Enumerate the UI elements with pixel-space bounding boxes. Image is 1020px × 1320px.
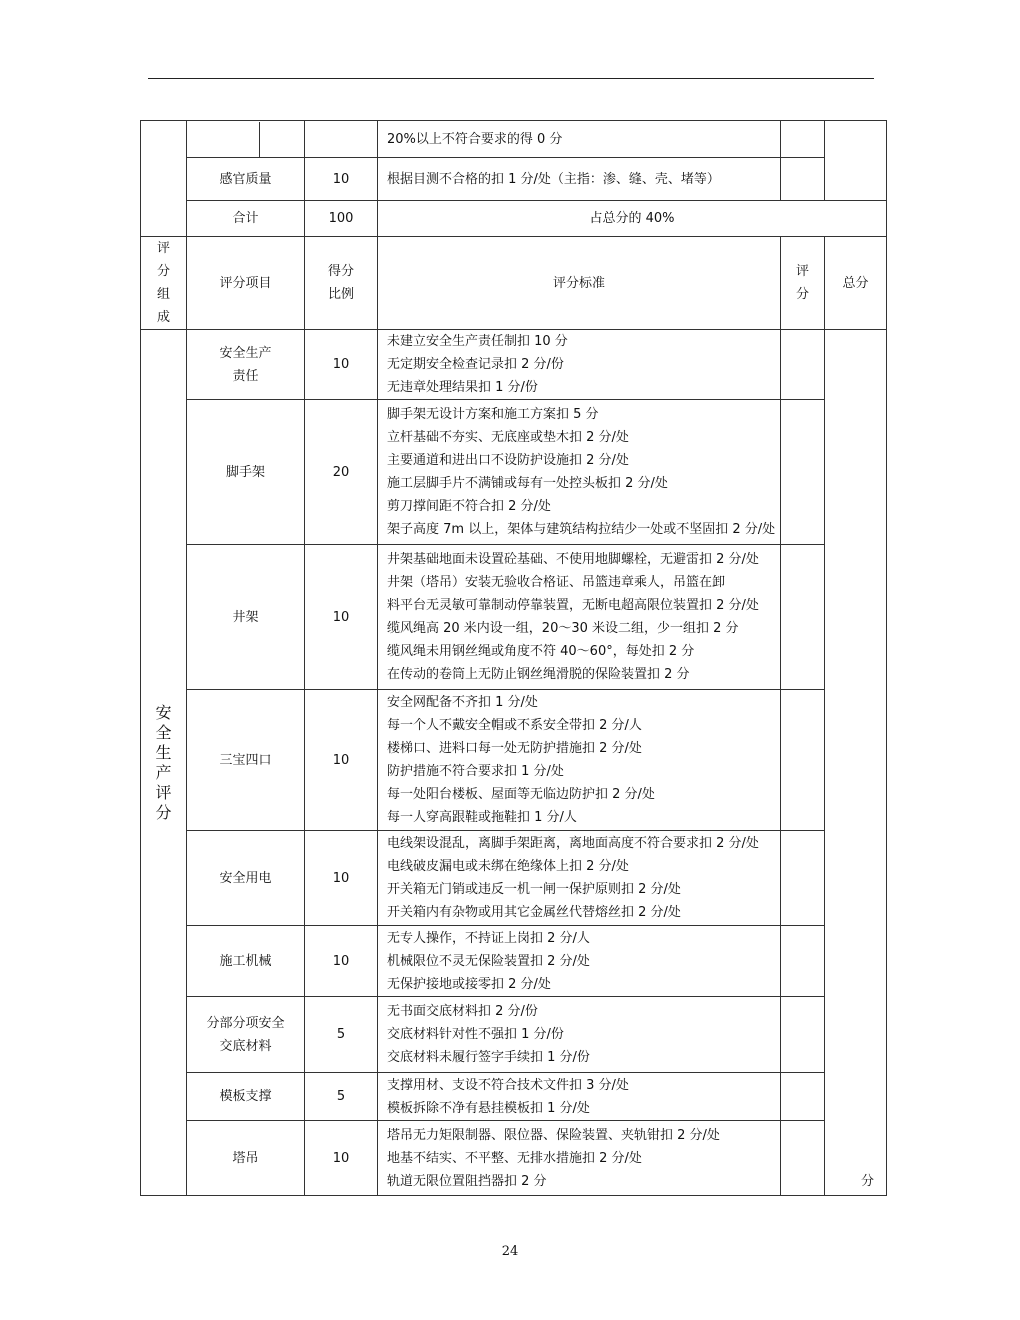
safety-row (141, 1073, 887, 1121)
criteria-line: 无定期安全检查记录扣 2 分/份 (387, 357, 564, 372)
item-cell: 施工机械 (187, 926, 305, 997)
criteria-line: 料平台无灵敏可靠制动停靠装置，无断电超高限位装置扣 2 分/处 (387, 598, 759, 613)
criteria-line: 主要通道和进出口不设防护设施扣 2 分/处 (387, 453, 629, 468)
ratio-cell: 20 (305, 400, 378, 545)
group-cell-quality (141, 121, 187, 237)
criteria-line: 开关箱无门销或违反一机一闸一保护原则扣 2 分/处 (387, 882, 681, 897)
criteria-cell (378, 1121, 781, 1196)
criteria-line: 每一人穿高跟鞋或拖鞋扣 1 分/人 (387, 810, 577, 825)
item-cell: 感官质量 (187, 158, 305, 201)
safety-row (141, 1121, 887, 1196)
grade-cell (781, 1121, 825, 1196)
criteria-line: 机械限位不灵无保险装置扣 2 分/处 (387, 953, 590, 969)
criteria-cell (378, 545, 781, 690)
criteria-cell (378, 926, 781, 997)
criteria-line: 井架（塔吊）安装无验收合格证、吊篮违章乘人，吊篮在卸 (387, 575, 726, 590)
criteria-line: 无保护接地或接零扣 2 分/处 (387, 976, 551, 992)
safety-row (141, 690, 887, 831)
criteria-line: 电线破皮漏电或未绑在绝缘体上扣 2 分/处 (387, 859, 629, 874)
criteria-line: 在传动的卷筒上无防止钢丝绳滑脱的保险装置扣 2 分 (387, 667, 690, 682)
criteria-cell (378, 997, 781, 1073)
page-number: 24 (501, 1244, 519, 1259)
criteria-line: 塔吊无力矩限制器、限位器、保险装置、夹轨钳扣 2 分/处 (387, 1127, 720, 1143)
ratio-cell: 10 (305, 1121, 378, 1196)
item-cell: 脚手架 (187, 400, 305, 545)
criteria-cell: 根据目测不合格的扣 1 分/处（主指：渗、缝、壳、堵等） (378, 158, 781, 201)
criteria-line: 防护措施不符合要求扣 1 分/处 (387, 764, 564, 779)
safety-row (141, 330, 887, 400)
criteria-cell: 20%以上不符合要求的得 0 分 (378, 121, 781, 158)
item-cell: 安全生产 责任 (187, 330, 305, 400)
criteria-line: 轨道无限位置阻挡器扣 2 分 (387, 1173, 547, 1189)
criteria-line: 每一个人不戴安全帽或不系安全带扣 2 分/人 (387, 718, 642, 733)
ratio-cell: 10 (305, 926, 378, 997)
grade-cell (781, 690, 825, 831)
scoring-table (140, 120, 887, 1196)
item-cell: 三宝四口 (187, 690, 305, 831)
item-cell: 合计 (187, 201, 305, 237)
safety-row (141, 997, 887, 1073)
continuation-row (141, 121, 887, 158)
criteria-line: 立杆基础不夯实、无底座或垫木扣 2 分/处 (387, 430, 629, 445)
grade-cell (781, 158, 825, 201)
criteria-line: 施工层脚手片不满铺或每有一处控头板扣 2 分/处 (387, 476, 668, 491)
criteria-line: 模板拆除不净有悬挂模板扣 1 分/处 (387, 1100, 590, 1116)
criteria-line: 开关箱内有杂物或用其它金属丝代替熔丝扣 2 分/处 (387, 905, 681, 920)
score-cell (305, 121, 378, 158)
item-cell: 分部分项安全 交底材料 (187, 997, 305, 1073)
item-cell-split (187, 121, 305, 158)
header-row (141, 237, 887, 330)
safety-row (141, 926, 887, 997)
criteria-line: 井架基础地面未设置砼基础、不使用地脚螺栓，无避雷扣 2 分/处 (387, 552, 759, 567)
grade-cell (781, 121, 825, 158)
criteria-line: 安全网配备不齐扣 1 分/处 (387, 695, 538, 710)
ratio-cell: 10 (305, 831, 378, 926)
grade-cell (781, 400, 825, 545)
ratio-cell: 10 (305, 545, 378, 690)
header-rule (148, 78, 874, 79)
criteria-line: 缆风绳未用钢丝绳或角度不符 40～60°，每处扣 2 分 (387, 644, 695, 659)
total-cell-safety (825, 330, 887, 1196)
grade-cell (781, 926, 825, 997)
header-total: 总分 (825, 237, 887, 330)
safety-row (141, 545, 887, 690)
criteria-line: 未建立安全生产责任制扣 10 分 (387, 334, 568, 349)
criteria-cell (378, 831, 781, 926)
ratio-cell: 5 (305, 1073, 378, 1121)
total-cell-quality (825, 121, 887, 201)
grade-cell (781, 330, 825, 400)
criteria-cell (378, 1073, 781, 1121)
criteria-line: 电线架设混乱，离脚手架距离，离地面高度不符合要求扣 2 分/处 (387, 836, 759, 851)
safety-row (141, 831, 887, 926)
item-cell: 模板支撑 (187, 1073, 305, 1121)
header-ratio: 得分 比例 (305, 237, 378, 330)
item-cell: 安全用电 (187, 831, 305, 926)
header-score: 评 分 (781, 237, 825, 330)
ratio-cell: 100 (305, 201, 378, 237)
criteria-line: 无专人操作，不持证上岗扣 2 分/人 (387, 930, 590, 946)
criteria-line: 交底材料针对性不强扣 1 分/份 (387, 1027, 564, 1042)
sum-row (141, 201, 887, 237)
ratio-cell: 5 (305, 997, 378, 1073)
criteria-line: 楼梯口、进料口每一处无防护措施扣 2 分/处 (387, 741, 642, 756)
item-cell: 塔吊 (187, 1121, 305, 1196)
safety-row (141, 400, 887, 545)
criteria-line: 地基不结实、不平整、无排水措施扣 2 分/处 (387, 1150, 642, 1166)
grade-cell (781, 997, 825, 1073)
quality-row (141, 158, 887, 201)
criteria-line: 架子高度 7m 以上，架体与建筑结构拉结少一处或不坚固扣 2 分/处 (387, 522, 776, 537)
criteria-cell (378, 690, 781, 831)
total-unit: 分 (860, 1174, 874, 1189)
criteria-line: 缆风绳高 20 米内设一组，20～30 米设二组，少一组扣 2 分 (387, 621, 739, 636)
criteria-line: 交底材料未履行签字手续扣 1 分/份 (387, 1050, 590, 1065)
group-label-safety: 安 全 生 产 评 分 (141, 330, 187, 1196)
grade-cell (781, 1073, 825, 1121)
item-cell: 井架 (187, 545, 305, 690)
criteria-line: 无书面交底材料扣 2 分/份 (387, 1004, 538, 1019)
criteria-cell: 占总分的 40% (378, 201, 887, 237)
criteria-line: 支撑用材、支设不符合技术文件扣 3 分/处 (387, 1077, 629, 1093)
criteria-line: 无违章处理结果扣 1 分/份 (387, 380, 538, 395)
criteria-line: 剪刀撑间距不符合扣 2 分/处 (387, 499, 551, 514)
criteria-line: 每一处阳台楼板、屋面等无临边防护扣 2 分/处 (387, 787, 655, 802)
criteria-line: 脚手架无设计方案和施工方案扣 5 分 (387, 407, 599, 422)
header-group: 评 分 组 成 (141, 237, 187, 330)
header-item: 评分项目 (187, 237, 305, 330)
ratio-cell: 10 (305, 690, 378, 831)
grade-cell (781, 545, 825, 690)
ratio-cell: 10 (305, 330, 378, 400)
criteria-cell (378, 330, 781, 400)
ratio-cell: 10 (305, 158, 378, 201)
grade-cell (781, 831, 825, 926)
header-standard: 评分标准 (378, 237, 781, 330)
criteria-cell (378, 400, 781, 545)
